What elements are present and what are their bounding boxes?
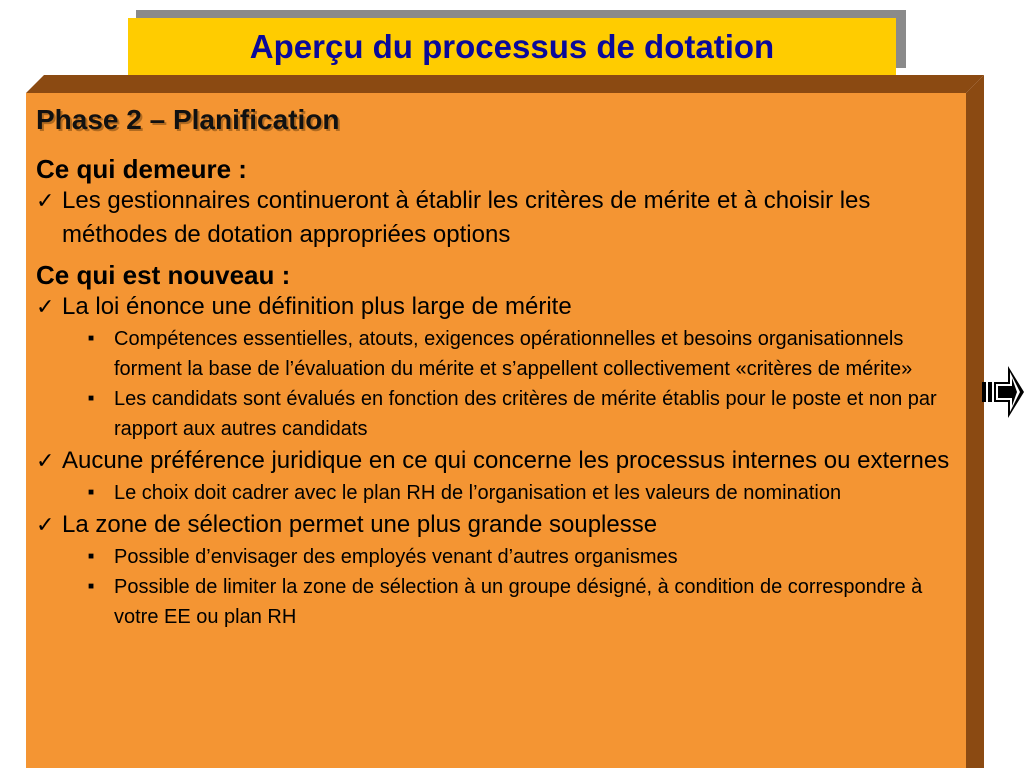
checkmark-icon: ✓ bbox=[36, 448, 55, 473]
slide-title: Aperçu du processus de dotation bbox=[249, 28, 775, 65]
checkmark-icon: ✓ bbox=[36, 512, 55, 537]
square-bullet-icon: ■ bbox=[88, 581, 95, 592]
slide-content bbox=[36, 104, 956, 632]
section-heading-remains: Ce qui demeure : bbox=[36, 154, 247, 184]
sub-bullet-item: ■ Les candidats sont évalués en fonction des critères de mérite établis pour le poste et non par rapport aux autres candidats bbox=[36, 384, 956, 444]
square-bullet-icon: ■ bbox=[88, 487, 95, 498]
square-bullet-icon: ■ bbox=[88, 333, 95, 344]
square-bullet-icon: ■ bbox=[88, 551, 95, 562]
checkmark-icon: ✓ bbox=[36, 294, 55, 319]
square-bullet-icon: ■ bbox=[88, 393, 95, 404]
next-arrow-icon[interactable] bbox=[982, 364, 1024, 420]
panel-side-edge bbox=[966, 75, 984, 768]
sub-bullet-item: ■ Possible d’envisager des employés venant d’autres organismes bbox=[36, 542, 956, 572]
check-item: ✓ La loi énonce une définition plus large de mérite bbox=[36, 290, 956, 324]
check-item: ✓ La zone de sélection permet une plus grande souplesse bbox=[36, 508, 956, 542]
checkmark-icon: ✓ bbox=[36, 188, 55, 213]
check-item: ✓ Aucune préférence juridique en ce qui concerne les processus internes ou externes bbox=[36, 444, 956, 478]
panel-top-edge bbox=[26, 75, 984, 93]
sub-bullet-item: ■ Compétences essentielles, atouts, exigences opérationnelles et besoins organisationnels forment la base de l’évaluation du mérite et s’appellent collectivement «critères de mérite» bbox=[36, 324, 956, 384]
check-item: ✓ Les gestionnaires continueront à établir les critères de mérite et à choisir les méthodes de dotation appropriées options bbox=[36, 184, 956, 252]
sub-bullet-item: ■ Possible de limiter la zone de sélection à un groupe désigné, à condition de correspondre à votre EE ou plan RH bbox=[36, 572, 956, 632]
title-banner bbox=[128, 18, 896, 76]
sub-bullet-item: ■ Le choix doit cadrer avec le plan RH de l’organisation et les valeurs de nomination bbox=[36, 478, 956, 508]
section-heading-new: Ce qui est nouveau : bbox=[36, 260, 291, 290]
phase-heading: Phase 2 – Planification bbox=[36, 104, 340, 135]
